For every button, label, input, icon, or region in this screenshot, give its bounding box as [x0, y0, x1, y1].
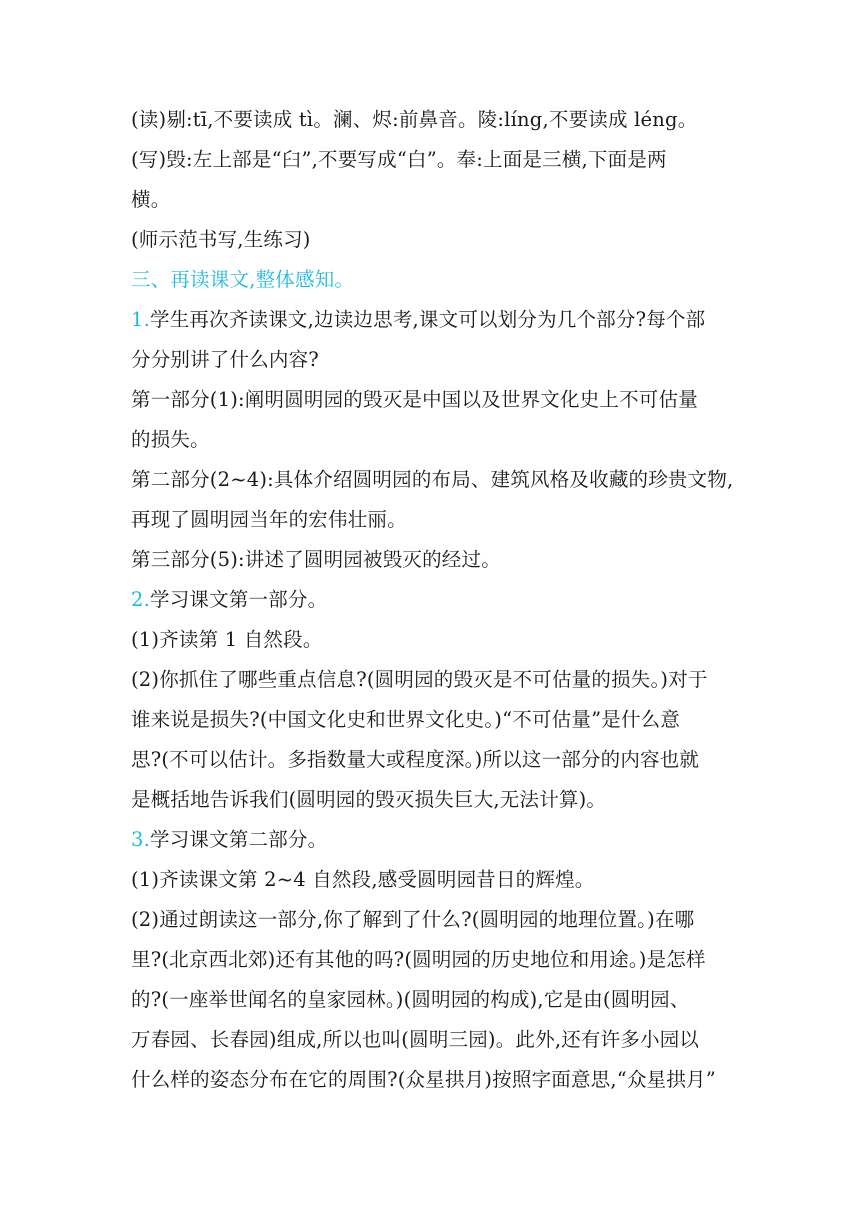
line-text: 第二部分(2~4):具体介绍圆明园的布局、建筑风格及收藏的珍贵文物, — [131, 468, 734, 491]
text-line — [131, 220, 731, 260]
line-text: 里?(北京西北郊)还有其他的吗?(圆明园的历史地位和用途。)是怎样 — [131, 948, 706, 971]
list-number: 1. — [131, 308, 151, 331]
line-text: 什么样的姿态分布在它的周围?(众星拱月)按照字面意思,“众星拱月” — [131, 1068, 716, 1091]
line-text: 是概括地告诉我们(圆明园的毁灭损失巨大,无法计算)。 — [131, 788, 607, 811]
line-text: 第三部分(5):讲述了圆明园被毁灭的经过。 — [131, 548, 501, 571]
list-number: 3. — [131, 828, 151, 851]
text-line — [131, 340, 731, 380]
line-text: 分分别讲了什么内容? — [131, 348, 319, 371]
line-text: (2)你抓住了哪些重点信息?(圆明园的毁灭是不可估量的损失。)对于 — [131, 668, 708, 691]
line-text: 思?(不可以估计。多指数量大或程度深。)所以这一部分的内容也就 — [131, 748, 700, 771]
text-line — [131, 500, 731, 540]
line-text: 谁来说是损失?(中国文化史和世界文化史。)“不可估量”是什么意 — [131, 708, 681, 731]
text-line — [131, 740, 731, 780]
text-line — [131, 820, 731, 860]
text-line — [131, 540, 731, 580]
text-line — [131, 100, 731, 140]
text-line — [131, 420, 731, 460]
text-line — [131, 660, 731, 700]
text-line — [131, 300, 731, 340]
text-line — [131, 860, 731, 900]
text-line — [131, 620, 731, 660]
line-text: 万春园、长春园)组成,所以也叫(圆明三园)。此外,还有许多小园以 — [131, 1028, 700, 1051]
line-text: 学生再次齐读课文,边读边思考,课文可以划分为几个部分?每个部 — [150, 308, 706, 331]
text-line — [131, 780, 731, 820]
list-number: 2. — [131, 588, 151, 611]
line-text: (师示范书写,生练习) — [131, 228, 311, 251]
text-line — [131, 940, 731, 980]
line-text: 的?(一座举世闻名的皇家园林。)(圆明园的构成),它是由(圆明园、 — [131, 988, 690, 1011]
text-line — [131, 460, 734, 500]
line-text: 的损失。 — [131, 428, 210, 451]
text-line — [131, 580, 731, 620]
text-line — [131, 180, 731, 220]
line-text: (1)齐读课文第 2~4 自然段,感受圆明园昔日的辉煌。 — [131, 868, 595, 891]
text-line — [131, 700, 731, 740]
text-line — [131, 1060, 731, 1100]
line-text: 三、再读课文,整体感知。 — [131, 268, 355, 291]
line-text: (写)毁:左上部是“臼”,不要写成“白”。奉:上面是三横,下面是两 — [131, 148, 667, 171]
line-text: (1)齐读第 1 自然段。 — [131, 628, 323, 651]
section-heading — [131, 260, 731, 300]
text-line — [131, 1020, 731, 1060]
line-text: 学习课文第一部分。 — [150, 588, 328, 611]
line-text: 再现了圆明园当年的宏伟壮丽。 — [131, 508, 407, 531]
text-line — [131, 380, 731, 420]
line-text: 第一部分(1):阐明圆明园的毁灭是中国以及世界文化史上不可估量 — [131, 388, 698, 411]
line-text: 横。 — [131, 188, 171, 211]
line-text: 学习课文第二部分。 — [150, 828, 328, 851]
line-text: (读)剔:tī,不要读成 tì。澜、烬:前鼻音。陵:líng,不要读成 léng。 — [131, 108, 698, 131]
text-line — [131, 900, 731, 940]
text-line — [131, 140, 731, 180]
text-line — [131, 980, 731, 1020]
document-page — [131, 100, 734, 1100]
line-text: (2)通过朗读这一部分,你了解到了什么?(圆明园的地理位置。)在哪 — [131, 908, 695, 931]
